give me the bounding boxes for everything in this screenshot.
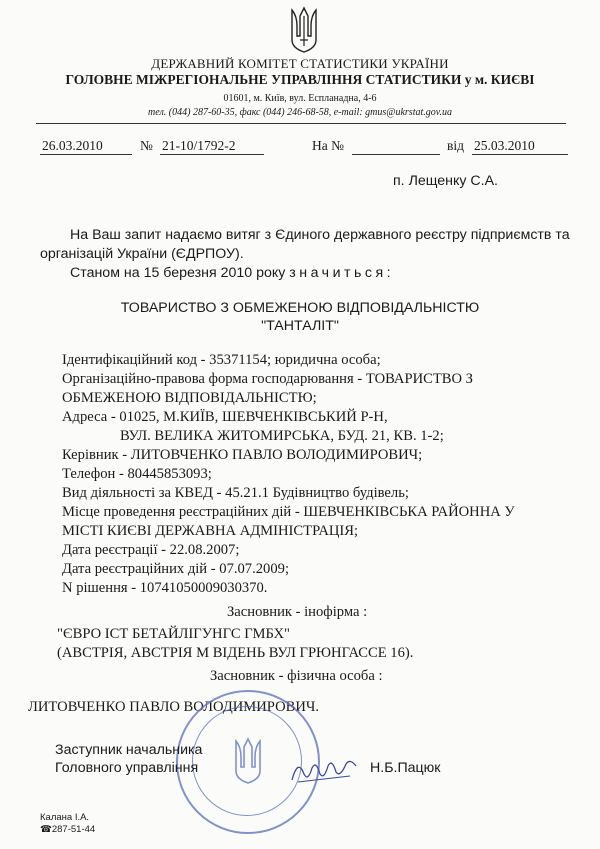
- signatory-title-line-1: Заступник начальника: [55, 742, 203, 758]
- signatory-name: Н.Б.Пацюк: [370, 760, 441, 776]
- founder-foreign-name: "ЄВРО ІСТ БЕТАЙЛІГУНГС ГМБХ": [57, 626, 290, 642]
- header-contacts: тел. (044) 287-60-35, факс (044) 246-68-58, e-mail: gmus@ukrstat.gov.ua: [148, 107, 452, 118]
- detail-line: МІСТІ КИЄВІ ДЕРЖАВНА АДМІНІСТРАЦІЯ;: [62, 523, 359, 539]
- outgoing-number-label: №: [140, 138, 153, 153]
- detail-line: Організаційно-правова форма господарювання - ТОВАРИСТВО З: [62, 371, 473, 387]
- phone-icon: ☎: [40, 824, 52, 835]
- status-word: значиться:: [289, 265, 395, 281]
- founder-foreign-address: (АВСТРІЯ, АВСТРІЯ М ВІДЕНЬ ВУЛ ГРЮНГАССЕ 16).: [57, 645, 414, 661]
- header-divider: [36, 123, 566, 124]
- executor-phone: ☎287-51-44: [40, 824, 96, 835]
- incoming-date: 25.03.2010: [472, 138, 568, 155]
- detail-line: N рішення - 10741050009030370.: [62, 580, 268, 596]
- trident-icon: [289, 6, 319, 54]
- detail-line: Адреса - 01025, М.КИЇВ, ШЕВЧЕНКІВСЬКИЙ Р-Н,: [62, 409, 388, 425]
- handwritten-signature: [288, 752, 360, 788]
- company-name-line-2: "ТАНТАЛІТ": [261, 318, 339, 334]
- detail-line: ОБМЕЖЕНОЮ ВІДПОВІДАЛЬНІСТЮ;: [62, 390, 317, 406]
- committee-name: ДЕРЖАВНИЙ КОМІТЕТ СТАТИСТИКИ УКРАЇНИ: [151, 56, 449, 71]
- intro-line-2: організацій України (ЄДРПОУ).: [40, 246, 244, 262]
- detail-line: Керівник - ЛИТОВЧЕНКО ПАВЛО ВОЛОДИМИРОВИЧ;: [62, 447, 423, 463]
- department-name: ГОЛОВНЕ МІЖРЕГІОНАЛЬНЕ УПРАВЛІННЯ СТАТИСТИКИ у м. КИЄВІ: [65, 72, 535, 87]
- detail-line: Вид діяльності за КВЕД - 45.21.1 Будівництво будівель;: [62, 485, 409, 501]
- incoming-from-label: від: [447, 138, 464, 153]
- founder-person-name: ЛИТОВЧЕНКО ПАВЛО ВОЛОДИМИРОВИЧ.: [28, 699, 320, 715]
- outgoing-date: 26.03.2010: [40, 138, 132, 155]
- stamp-trident-icon: [233, 737, 263, 785]
- header-address: 01601, м. Київ, вул. Еспланадна, 4-6: [223, 93, 377, 104]
- founder-person-heading: Засновник - фізична особа :: [210, 668, 383, 684]
- incoming-number: [352, 138, 440, 155]
- detail-line: Місце проведення реєстраційних дій - ШЕВЧЕНКІВСЬКА РАЙОННА У: [62, 504, 515, 520]
- company-name-line-1: ТОВАРИСТВО З ОБМЕЖЕНОЮ ВІДПОВІДАЛЬНІСТЮ: [120, 300, 480, 316]
- addressee: п. Лещенку С.А.: [393, 173, 498, 189]
- signatory-title-line-2: Головного управління: [55, 760, 199, 776]
- status-line: [70, 265, 394, 281]
- detail-line: Дата реєстраційних дій - 07.07.2009;: [62, 561, 289, 577]
- detail-line: Телефон - 80445853093;: [62, 466, 212, 482]
- detail-line: Ідентифікаційний код - 35371154; юридична особа;: [62, 352, 381, 368]
- detail-line: ВУЛ. ВЕЛИКА ЖИТОМИРСЬКА, БУД. 21, КВ. 1-2;: [120, 428, 444, 444]
- outgoing-number: 21-10/1792-2: [160, 138, 264, 155]
- executor-name: Калана І.А.: [40, 812, 90, 823]
- incoming-number-label: На №: [312, 138, 344, 153]
- intro-line-1: На Ваш запит надаємо витяг з Єдиного державного реєстру підприємств та: [70, 227, 570, 243]
- detail-line: Дата реєстрації - 22.08.2007;: [62, 542, 240, 558]
- founder-foreign-heading: Засновник - інофірма :: [227, 604, 368, 620]
- status-prefix: Станом на 15 березня 2010 року: [70, 265, 290, 281]
